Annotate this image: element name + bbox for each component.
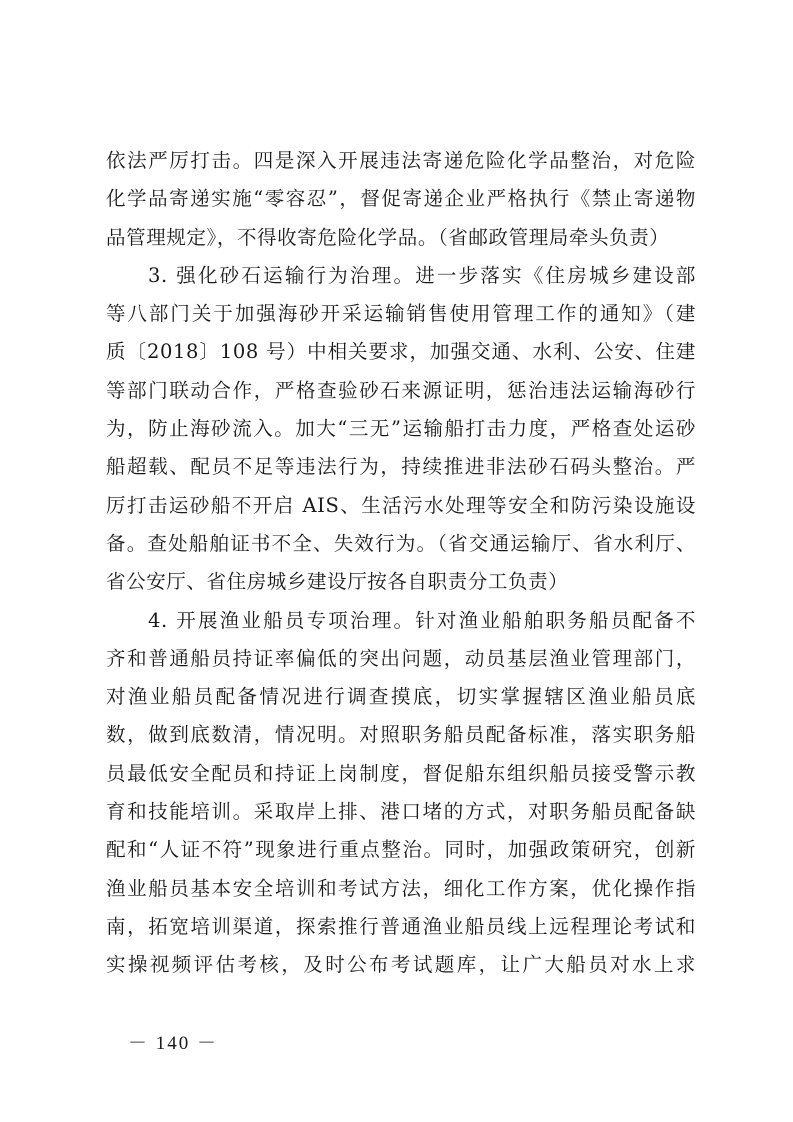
text-line: 员最低安全配员和持证上岗制度，督促船东组织船员接受警示教 <box>106 761 696 785</box>
text-line: 实操视频评估考核，及时公布考试题库，让广大船员对水上求 <box>106 953 696 977</box>
text-line: 对渔业船员配备情况进行调查摸底，切实掌握辖区渔业船员底 <box>106 685 696 709</box>
text-line: 等八部门关于加强海砂开采运输销售使用管理工作的通知》（建 <box>106 302 696 326</box>
text-line: 船超载、配员不足等违法行为，持续推进非法砂石码头整治。严 <box>106 455 696 479</box>
text-line: 备。查处船舶证书不全、失效行为。（省交通运输厅、省水利厅、 <box>106 531 696 555</box>
text-line: 育和技能培训。采取岸上排、港口堵的方式，对职务船员配备缺 <box>106 800 696 824</box>
text-line: 数，做到底数清，情况明。对照职务船员配备标准，落实职务船 <box>106 723 696 747</box>
body-text <box>106 142 696 985</box>
text-line: 配和“人证不符”现象进行重点整治。同时，加强政策研究，创新 <box>106 838 696 862</box>
text-line: 厉打击运砂船不开启 AIS、生活污水处理等安全和防污染设施设 <box>106 493 696 517</box>
paragraph-3-first-line: 3. 强化砂石运输行为治理。进一步落实《住房城乡建设部 <box>148 263 696 287</box>
text-line: 等部门联动合作，严格查验砂石来源证明，惩治违法运输海砂行 <box>106 378 696 402</box>
text-line: 为，防止海砂流入。加大“三无”运输船打击力度，严格查处运砂 <box>106 417 696 441</box>
paragraph-4-first-line: 4. 开展渔业船员专项治理。针对渔业船舶职务船员配备不 <box>148 608 696 632</box>
text-line: 齐和普通船员持证率偏低的突出问题，动员基层渔业管理部门， <box>106 646 696 670</box>
text-line: 化学品寄递实施“零容忍”，督促寄递企业严格执行《禁止寄递物 <box>106 187 696 211</box>
text-line: 渔业船员基本安全培训和考试方法，细化工作方案，优化操作指 <box>106 876 696 900</box>
text-line: 品管理规定》，不得收寄危险化学品。（省邮政管理局牵头负责） <box>106 225 670 249</box>
text-line: 南，拓宽培训渠道，探索推行普通渔业船员线上远程理论考试和 <box>106 914 696 938</box>
text-line: 省公安厅、省住房城乡建设厅按各自职责分工负责） <box>106 570 569 594</box>
text-line: 质〔2018〕108 号）中相关要求，加强交通、水利、公安、住建 <box>106 340 696 364</box>
page-number: － 140 － <box>128 1033 219 1054</box>
text-line: 依法严厉打击。四是深入开展违法寄递危险化学品整治，对危险 <box>106 149 696 172</box>
